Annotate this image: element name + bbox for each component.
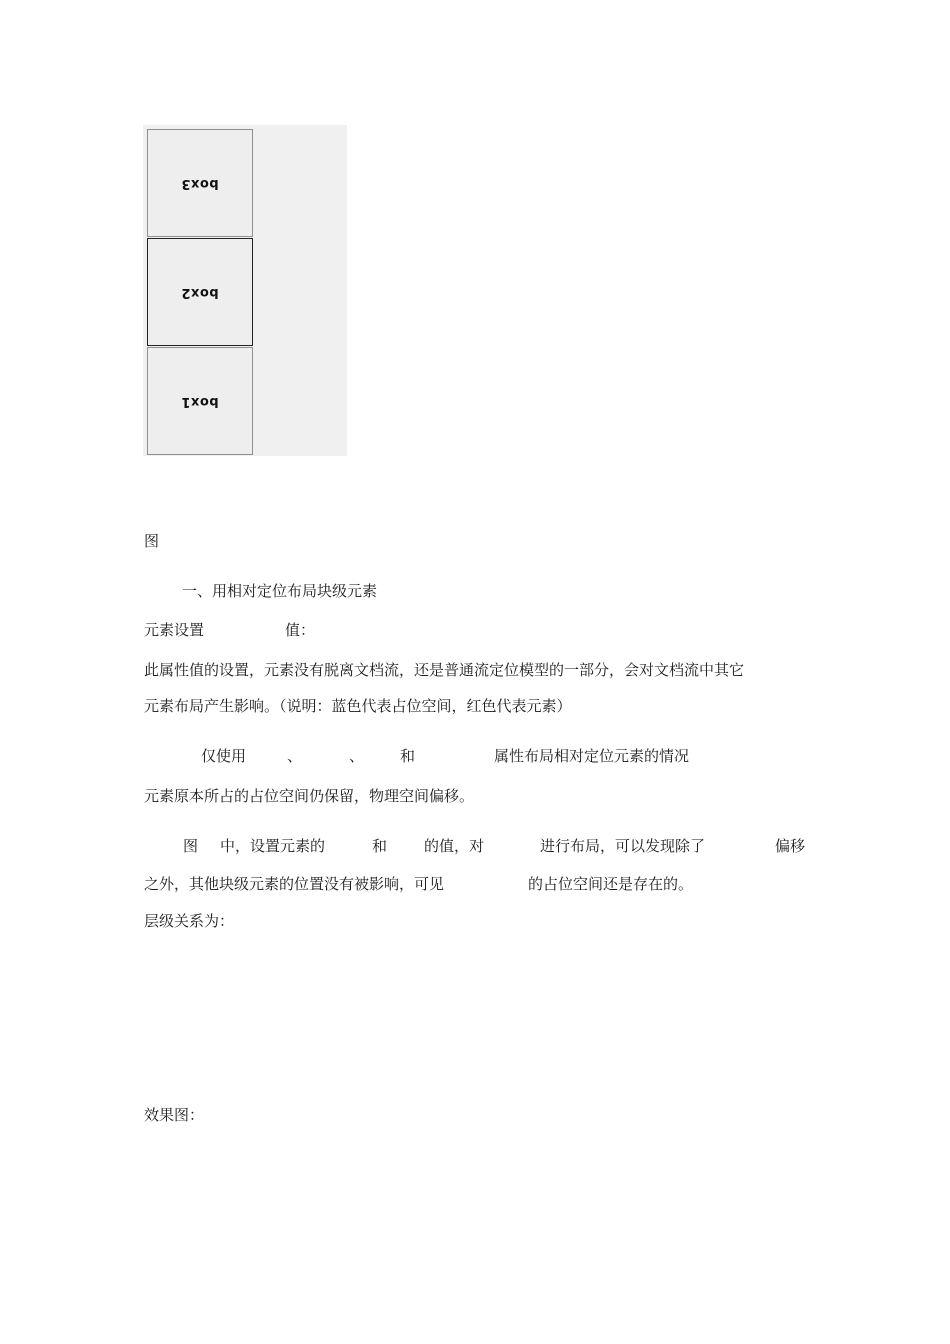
paragraph-2-part-b: 、 <box>287 747 303 765</box>
effect-label: 效果图： <box>144 1106 205 1124</box>
box3-label: box3 <box>181 175 219 191</box>
box2 <box>147 238 253 346</box>
paragraph-2-part-a: 仅使用 <box>201 747 247 765</box>
line-value: 值： <box>285 621 316 639</box>
section-heading: 一、用相对定位布局块级元素 <box>182 582 378 600</box>
paragraph-3-part-a: 图 <box>183 837 199 855</box>
box3 <box>147 129 253 237</box>
paragraph-2-part-e: 属性布局相对定位元素的情况 <box>494 747 690 765</box>
paragraph-3-part-b: 中，设置元素的 <box>220 837 326 855</box>
paragraph-2-part-d: 和 <box>400 747 416 765</box>
box1 <box>147 347 253 455</box>
paragraph-3-line-2-a: 之外，其他块级元素的位置没有被影响，可见 <box>144 875 445 893</box>
hierarchy-label: 层级关系为： <box>144 912 235 930</box>
paragraph-3-part-c: 和 <box>372 837 388 855</box>
paragraph-3-line-2-b: 的占位空间还是存在的。 <box>528 875 694 893</box>
paragraph-2-part-c: 、 <box>349 747 365 765</box>
line-element-setting: 元素设置 <box>144 621 205 639</box>
paragraph-3-part-d: 的值，对 <box>424 837 485 855</box>
paragraph-1-line-2: 元素布局产生影响。（说明：蓝色代表占位空间，红色代表元素） <box>144 697 572 715</box>
figure-caption: 图 <box>144 532 160 550</box>
box-figure <box>143 125 347 456</box>
paragraph-1-line-1: 此属性值的设置，元素没有脱离文档流，还是普通流定位模型的一部分，会对文档流中其它 <box>144 661 745 679</box>
box2-label: box2 <box>181 284 219 300</box>
paragraph-3-part-e: 进行布局，可以发现除了 <box>540 837 706 855</box>
box1-label: box1 <box>181 393 219 409</box>
paragraph-2-line-2: 元素原本所占的占位空间仍保留，物理空间偏移。 <box>144 787 475 805</box>
paragraph-3-part-f: 偏移 <box>775 837 806 855</box>
